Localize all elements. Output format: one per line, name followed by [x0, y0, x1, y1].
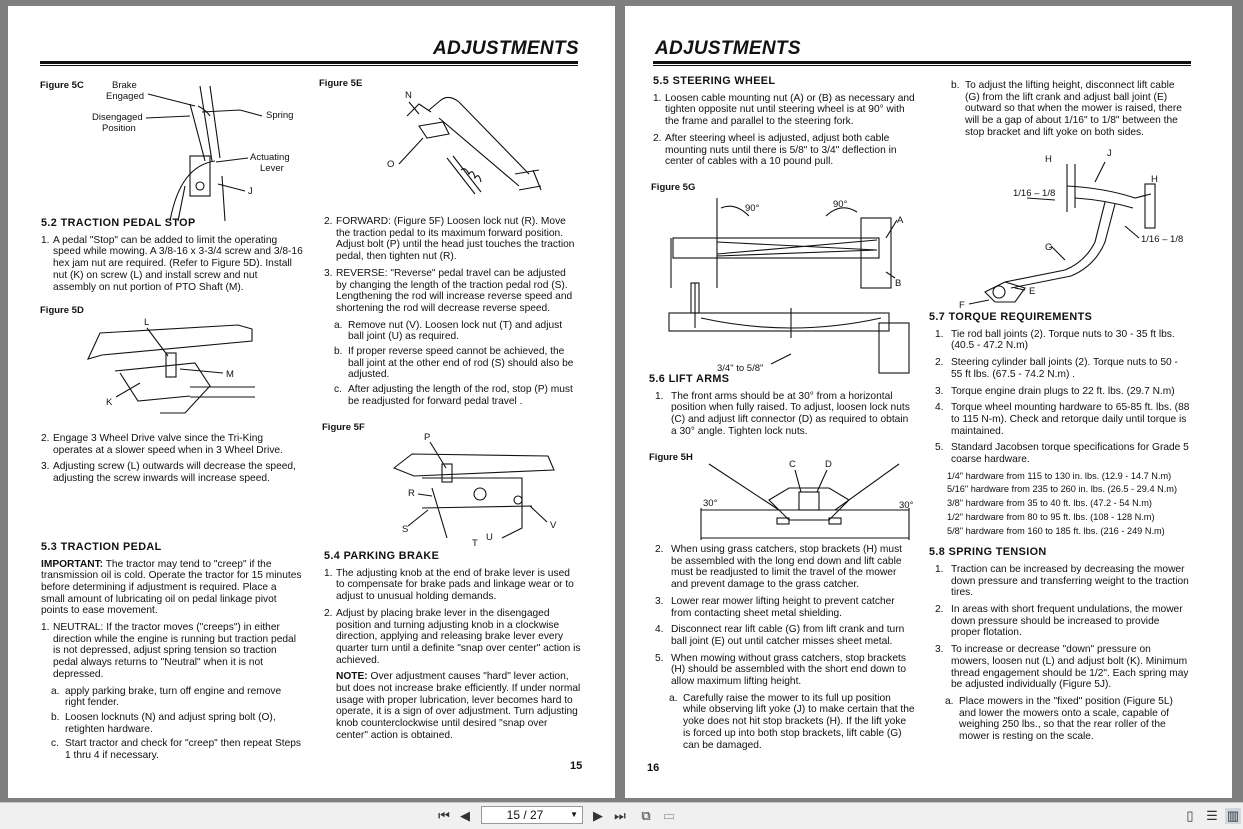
continuous-icon[interactable]: ☰ — [1206, 808, 1218, 823]
list-item: 2. After steering wheel is adjusted, adjust both cable mounting nuts until there is 5/8" to 3/4" deflection in center of cables with a 10 pound pull. — [653, 132, 897, 168]
section-5-6-title: 5.6 LIFT ARMS — [649, 373, 730, 385]
left-page — [8, 6, 615, 798]
label-u: U — [486, 532, 493, 543]
list-item: 2. When using grass catchers, stop brackets (H) must be assembled with the long end down and lift cable must be readjusted to limit the travel of the mower and prevent damage to the grass catcher. — [655, 544, 902, 591]
list-item: 3. Adjusting screw (L) outwards will decrease the speed, adjusting the screw inwards will increase speed. — [41, 461, 296, 485]
prev-page-icon[interactable]: ◀ — [460, 808, 470, 823]
label-spring: Spring — [266, 110, 294, 121]
label-lever: Lever — [260, 163, 284, 174]
list-item: 1. A pedal "Stop" can be added to limit the operating speed while mowing. A 3/8-16 x 3-3/4 screw and 3/8-16 hex jam nut are required. (Refer to Figure 5D). Install nut (K) on screw (L) and install screw and nut assembly on nut portion of PTO Shaft (M). — [41, 234, 303, 293]
hardware-list — [929, 471, 1191, 538]
right-page — [625, 6, 1232, 798]
page-header: ADJUSTMENTS — [433, 38, 579, 59]
label-c: C — [789, 459, 796, 470]
sub-item: a. apply parking brake, turn off engine and remove right fender. — [51, 685, 282, 709]
list-item: 2. In areas with short frequent undulations, the mower down pressure should be increased to provide proper flotation. — [935, 604, 1183, 639]
label-engaged: Engaged — [106, 91, 145, 102]
right-column-cont — [324, 551, 581, 745]
list-item: 1. Loosen cable mounting nut (A) or (B) as necessary and tighten opposite nut until steering wheel is at 90° with the frame and parallel to the steering fork. — [653, 92, 915, 128]
hardware-item: 1/4" hardware from 115 to 130 in. lbs. (12.9 - 14.7 N.m) — [947, 470, 1172, 481]
section-5-7-title: 5.7 TORQUE REQUIREMENTS — [929, 311, 1093, 323]
label-n: N — [405, 90, 412, 101]
figure-5g-label: Figure 5G — [651, 182, 696, 193]
section-5-8-title: 5.8 SPRING TENSION — [929, 546, 1047, 559]
label-j: J — [1107, 148, 1112, 159]
section-5-4-title: 5.4 PARKING BRAKE — [324, 550, 440, 562]
label-gap-1: 1/16 – 1/8 — [1013, 188, 1056, 199]
label-b: B — [895, 278, 902, 289]
figure-5h-label: Figure 5H — [649, 452, 693, 463]
section-5-5-title: 5.5 STEERING WHEEL — [653, 75, 776, 87]
fit-width-icon[interactable]: ▭ — [662, 808, 676, 823]
figure-5d-label: Figure 5D — [40, 305, 84, 316]
label-gap-2: 1/16 – 1/8 — [1141, 234, 1184, 245]
figure-5h — [649, 448, 919, 543]
label-actuating: Actuating — [250, 152, 290, 163]
label-disengaged: Disengaged — [92, 112, 143, 123]
chevron-down-icon: ▼ — [570, 810, 578, 819]
left-column-cont — [649, 374, 915, 443]
list-item: 3. REVERSE: "Reverse" pedal travel can be adjusted by changing the length of the traction pedal rod (S). Lengthening the rod will increase reverse speed and shortening the rod will decrease reverse speed. — [324, 267, 573, 314]
header-rule — [653, 61, 1191, 66]
list-item: 1. The front arms should be at 30° from a horizontal position when fully raised. To adjust, loosen lock nuts (C) and adjust lift connector (D) as required to obtain a 30° angle. Tighten lock nuts. — [655, 390, 910, 437]
label-o: O — [387, 159, 395, 170]
list-item: 5. Standard Jacobsen torque specifications for Grade 5 coarse hardware. — [935, 442, 1189, 466]
label-v: V — [550, 520, 557, 531]
list-item: 1. Traction can be increased by decreasing the mower down pressure and transferring weight to the traction tires. — [935, 563, 1189, 599]
list-item: 1. NEUTRAL: If the tractor moves ("creeps") in either direction while the engine is running but traction pedal is not depressed, adjust spring tension so traction pedal always returns to "Neutral" when it is not depressed. — [41, 622, 296, 680]
figure-5e — [319, 74, 549, 214]
right-column — [943, 80, 1191, 142]
sub-item: a. Carefully raise the mower to its full up position while observing lift yoke (J) to make certain that the yoke does not hit stop brackets (H). If the lift yoke is forced up into both stop brackets, lift cable (G) can be damaged. — [669, 692, 915, 751]
list-item: 2. Adjust by placing brake lever in the disengaged position and turning adjusting knob in a clockwise direction, applying and releasing brake lever every quarter turn until a definite "snap over center" action is achieved. — [324, 607, 581, 666]
figure-5c — [40, 76, 294, 221]
page-number: 15 — [570, 760, 583, 772]
hardware-item: 5/16" hardware from 235 to 260 in. lbs. (26.5 - 29.4 N.m) — [947, 484, 1178, 495]
label-90-deg-2: 90° — [833, 199, 848, 210]
label-k: K — [106, 397, 113, 408]
page-number-select[interactable] — [481, 806, 583, 824]
label-j: J — [248, 186, 253, 197]
sub-item: a. Place mowers in the "fixed" position (Figure 5L) and lower the mowers onto a scale, capable of weighing 250 lbs., so that the rear roller of the mower is resting on the scale. — [945, 695, 1173, 743]
list-item: 2. Steering cylinder ball joints (2). Torque nuts to 50 - 55 ft lbs. (67.5 - 74.2 N.m) . — [935, 357, 1178, 380]
list-item: 4. Torque wheel mounting hardware to 65-85 ft. lbs. (88 to 115 N-m). Check and retorque daily until torque is maintained. — [935, 402, 1190, 437]
list-item: 3. Lower rear mower lifting height to prevent catcher from contacting sheet metal shielding. — [655, 595, 895, 619]
sub-item: b. Loosen locknuts (N) and adjust spring bolt (O), retighten hardware. — [51, 711, 276, 735]
list-item: 3. To increase or decrease "down" pressure on mowers, loosen nut (L) and adjust bolt (K). Minimum thread engagement should be 1/2". Each spring may be adjusted individually (Figure 5J). — [935, 644, 1189, 691]
label-g: G — [1045, 242, 1053, 253]
label-a: A — [897, 215, 904, 226]
right-column-cont — [929, 312, 1191, 746]
hardware-item: 5/8" hardware from 160 to 185 ft. lbs. (216 - 249 N.m) — [947, 525, 1165, 536]
right-column — [324, 216, 579, 411]
label-30-deg-1: 30° — [703, 498, 718, 509]
sub-item: b. If proper reverse speed cannot be achieved, the ball joint at the other end of rod (S) should also be adjusted. — [334, 346, 574, 381]
figure-5c-label: Figure 5C — [40, 80, 84, 91]
section-5-2-title: 5.2 TRACTION PEDAL STOP — [41, 217, 196, 229]
page-header: ADJUSTMENTS — [655, 38, 801, 59]
label-h-1: H — [1045, 154, 1052, 165]
left-column-cont — [41, 433, 303, 765]
label-d: D — [825, 459, 832, 470]
label-position: Position — [102, 123, 136, 134]
viewer-toolbar — [0, 802, 1243, 829]
figure-5e-label: Figure 5E — [319, 78, 363, 89]
label-p: P — [424, 432, 431, 443]
list-item: 5. When mowing without grass catchers, stop brackets (H) should be assembled with the short end down to allow maximum lifting height. — [655, 652, 907, 688]
hardware-item: 1/2" hardware from 80 to 95 ft. lbs. (108 - 128 N.m) — [947, 511, 1155, 522]
label-30-deg-2: 30° — [899, 500, 914, 511]
label-s: S — [402, 524, 409, 535]
sub-item: a. Remove nut (V). Loosen lock nut (T) and adjust ball joint (U) as required. — [334, 319, 563, 343]
label-brake: Brake — [112, 80, 137, 91]
label-l: L — [144, 317, 150, 328]
hardware-item: 3/8" hardware from 35 to 40 ft. lbs. (47.2 - 54 N.m) — [947, 498, 1152, 509]
list-item: 1. The adjusting knob at the end of brake lever is used to compensate for brake pads and linkage wear or to adjust to unusual holding demands. — [324, 567, 574, 603]
single-page-icon[interactable]: ▯ — [1186, 808, 1194, 823]
left-column — [653, 76, 915, 173]
label-deflection: 3/4" to 5/8" — [717, 363, 764, 374]
header-rule — [40, 61, 578, 66]
section-5-3-title: 5.3 TRACTION PEDAL — [41, 540, 162, 553]
next-page-icon[interactable]: ▶ — [593, 808, 603, 823]
list-item: 4. Disconnect rear lift cable (G) from lift crank and turn ball joint (E) out until catcher misses sheet metal. — [655, 624, 905, 647]
figure-5d — [40, 301, 270, 421]
page-indicator: 15 / 27 — [506, 808, 544, 822]
list-item: 2. FORWARD: (Figure 5F) Loosen lock nut (R). Move the traction pedal to its maximum forward position. Adjust bolt (P) until the head just touches the traction pedal, then tighten nut (R). — [324, 216, 575, 263]
label-h-2: H — [1151, 174, 1158, 185]
last-page-icon[interactable]: ⏭ — [614, 808, 626, 823]
label-f: F — [959, 300, 965, 311]
label-e: E — [1029, 286, 1036, 297]
label-t: T — [472, 538, 478, 549]
first-page-icon[interactable]: ⏮ — [438, 808, 450, 823]
important-note: IMPORTANT: The tractor may tend to "creep" if the transmission oil is cold. Operate the tractor for 15 minutes before determining if adjustment is required. Place a small amount of lubricating oil on pedal linkage pivot points to ease movement. — [41, 558, 302, 617]
two-page-icon[interactable]: ▥ — [1226, 808, 1240, 823]
fit-page-icon[interactable]: ⧉ — [641, 808, 651, 823]
list-item: 2. Engage 3 Wheel Drive valve since the Tri-King operates at a slower speed when in 3 Wheel Drive. — [41, 433, 283, 456]
note: NOTE: Over adjustment causes "hard" lever action, but does not increase brake efficiently. If under normal usage with proper lubrication, lever becomes hard to operate, it is a sign of over adjustment. Turn adjusting knob counterclockwise until desired "snap over center" action is obtained. — [336, 671, 581, 741]
label-m: M — [226, 369, 234, 380]
left-column — [41, 218, 303, 298]
sub-item: c. After adjusting the length of the rod, stop (P) must be readjusted for forward pedal travel . — [334, 384, 573, 407]
figure-5f — [322, 418, 562, 548]
list-item: 3. Torque engine drain plugs to 22 ft. lbs. (29.7 N.m) — [935, 385, 1175, 397]
list-item: 1. Tie rod ball joints (2). Torque nuts to 30 - 35 ft lbs. (40.5 - 47.2 N.m) — [935, 328, 1175, 352]
left-column-cont-2 — [649, 544, 915, 754]
figure-5g — [651, 178, 921, 376]
sub-item: c. Start tractor and check for "creep" then repeat Steps 1 thru 4 if necessary. — [51, 738, 302, 762]
label-r: R — [408, 488, 415, 499]
page-number: 16 — [647, 762, 660, 774]
label-90-deg-1: 90° — [745, 203, 760, 214]
sub-item: b. To adjust the lifting height, disconnect lift cable (G) from the lift crank and adjust ball joint (E) outward so that when the mower is raised, there will be a gap of about 1/16" to 1/8" between the stop bracket and lift yoke on both sides. — [951, 80, 1182, 138]
figure-lift-yoke — [955, 142, 1195, 312]
figure-5f-label: Figure 5F — [322, 422, 365, 433]
